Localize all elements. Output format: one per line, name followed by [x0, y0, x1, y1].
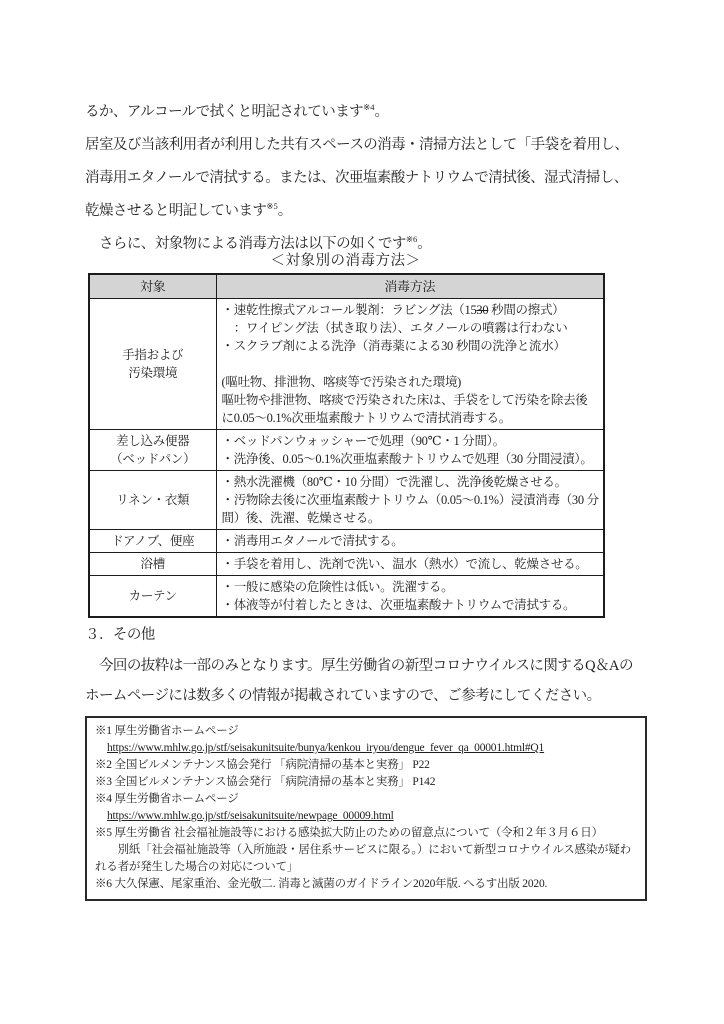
- footnote-item: れる者が発生した場合の対応について」: [95, 861, 299, 873]
- table-header-row: [89, 274, 604, 299]
- table-row: [89, 553, 604, 576]
- text-run: 。: [374, 104, 389, 120]
- section-text-line: 今回の抜粋は一部のみとなります。厚生労働省の新型コロナウイルスに関するQ＆Aの: [85, 657, 633, 674]
- method-cell: [216, 530, 604, 553]
- footnote-item: ※1 厚生労働省ホームページ: [95, 725, 239, 737]
- text-run: るか、アルコールで拭くと明記されています: [85, 104, 364, 120]
- method-cell: [216, 430, 604, 471]
- footnote-item: ※6 大久保憲、尾家重治、金光敬二. 消毒と滅菌のガイドライン2020年版. へるす出版 2020.: [95, 878, 548, 890]
- method-line: [222, 373, 600, 391]
- text-run: ・洗浄後、0.05～0.1%次亜塩素酸ナトリウムで処理（30 分間浸漬）。: [221, 452, 593, 466]
- intro-line: [85, 96, 660, 129]
- footnote-item: 別紙「社会福祉施設等（入所施設・居住系サービスに限る。）において新型コロナウイルス感染が疑わ: [95, 844, 631, 856]
- text-run: (嘔吐物、排泄物、喀痰等で汚染された環境): [221, 375, 462, 389]
- intro-line: [85, 129, 660, 162]
- table-row: [89, 576, 604, 618]
- intro-paragraph: [85, 96, 660, 261]
- table-header-target: 対象: [89, 274, 216, 299]
- struck-text: 30: [476, 303, 489, 317]
- target-line: 汚染環境: [128, 366, 178, 380]
- method-line: [222, 473, 600, 491]
- text-run: 乾燥させると明記しています: [85, 203, 267, 219]
- text-run: ・熱水洗濯機（80℃・10 分間）で洗濯し、洗浄後乾燥させる。: [221, 475, 567, 489]
- section-text-line: ホームページには数多くの情報が掲載されていますので、ご参考にしてください。: [85, 688, 601, 704]
- target-line: 手指および: [122, 348, 184, 362]
- method-line: [222, 450, 600, 468]
- method-line: [222, 319, 600, 337]
- method-line: [222, 355, 600, 373]
- table-row: [89, 430, 604, 471]
- text-run: 。: [417, 236, 432, 252]
- text-run: 消毒用エタノールで清拭する。または、次亜塩素酸ナトリウムで清拭後、湿式清掃し、: [85, 170, 628, 186]
- target-cell: [89, 576, 216, 618]
- method-line: [222, 596, 600, 614]
- text-run: ・ベッドパンウォッシャーで処理（90℃・1 分間）。: [221, 434, 505, 448]
- text-run: ・手袋を着用し、洗剤で洗い、温水（熱水）で流し、乾燥させる。: [221, 557, 588, 571]
- intro-line: [85, 195, 660, 228]
- method-line: [222, 337, 600, 355]
- method-cell: [216, 471, 604, 530]
- text-run: ：ワイピング法（拭き取り法）、エタノールの噴霧は行わない: [221, 321, 568, 335]
- text-run: 。: [277, 203, 292, 219]
- intro-line: [85, 162, 660, 195]
- method-cell: [216, 576, 604, 618]
- target-cell: [89, 430, 216, 471]
- text-run: ・速乾性擦式アルコール製剤：ラビング法（15: [221, 303, 477, 317]
- text-run: ・消毒用エタノールで清拭する。: [221, 534, 404, 548]
- text-run: 嘔吐物や排泄物、喀痰で汚染された床は、手袋をして汚染を除去後に0.05～0.1%次亜塩素酸ナトリウムで清拭消毒する。: [221, 393, 588, 425]
- footnote-ref: ※6: [405, 234, 418, 245]
- footnote-url-link[interactable]: https://www.mhlw.go.jp/stf/seisakunitsuite/newpage_00009.html: [107, 810, 394, 822]
- target-line: 浴槽: [140, 557, 165, 571]
- method-line: [222, 491, 600, 527]
- target-line: （ベッドパン）: [110, 452, 196, 466]
- text-run: ・体液等が付着したときは、次亜塩素酸ナトリウムで清拭する。: [221, 598, 576, 612]
- target-cell: [89, 553, 216, 576]
- table-row: [89, 530, 604, 553]
- method-cell: [216, 299, 604, 430]
- method-line: [222, 432, 600, 450]
- target-cell: [89, 299, 216, 430]
- text-run: ・汚物除去後に次亜塩素酸ナトリウム（0.05～0.1%）浸漬消毒（30 分間）後、洗濯、乾燥させる。: [221, 493, 599, 525]
- method-line: [222, 391, 600, 427]
- table-title: ＜対象別の消毒方法＞: [270, 253, 421, 269]
- section-heading: ３．その他: [85, 627, 155, 643]
- text-run: ・一般に感染の危険性は低い。洗濯する。: [221, 580, 454, 594]
- table-header-method: 消毒方法: [216, 274, 604, 299]
- table-row: [89, 299, 604, 430]
- footnotes-box: [85, 716, 647, 901]
- target-cell: [89, 471, 216, 530]
- footnote-item: ※2 全国ビルメンテナンス協会発行 「病院清掃の基本と実務」 P22: [95, 759, 430, 771]
- text-run: ・スクラブ剤による洗浄（消毒薬による30 秒間の洗浄と流水）: [221, 339, 566, 353]
- footnote-url-link[interactable]: https://www.mhlw.go.jp/stf/seisakunitsuite/bunya/kenkou_iryou/dengue_fever_qa_00001.html#Q1: [107, 742, 545, 754]
- method-cell: [216, 553, 604, 576]
- text-run: 秒間の擦式）: [488, 303, 565, 317]
- target-line: カーテン: [128, 589, 177, 603]
- footnote-item: ※4 厚生労働省ホームページ: [95, 793, 239, 805]
- text-run: 居室及び当該利用者が利用した共有スペースの消毒・清掃方法として「手袋を着用し、: [85, 137, 629, 153]
- target-line: ドアノブ、便座: [111, 534, 195, 548]
- method-line: [222, 555, 600, 573]
- footnote-ref: ※4: [363, 102, 375, 113]
- method-line: [222, 301, 600, 319]
- method-line: [222, 578, 600, 596]
- target-cell: [89, 530, 216, 553]
- target-line: リネン・衣類: [116, 493, 190, 507]
- footnote-item: ※3 全国ビルメンテナンス協会発行 「病院清掃の基本と実務」 P142: [95, 776, 436, 788]
- section-other: [85, 620, 660, 712]
- text-run: さらに、対象物による消毒方法は以下の如くです: [85, 236, 406, 252]
- table-row: [89, 471, 604, 530]
- method-line: [222, 532, 600, 550]
- footnote-ref: ※5: [266, 201, 278, 212]
- disinfection-table: [88, 273, 605, 618]
- footnote-item: ※5 厚生労働省 社会福祉施設等における感染拡大防止のための留意点について（令和２年３月６日）: [95, 827, 603, 839]
- target-line: 差し込み便器: [116, 434, 190, 448]
